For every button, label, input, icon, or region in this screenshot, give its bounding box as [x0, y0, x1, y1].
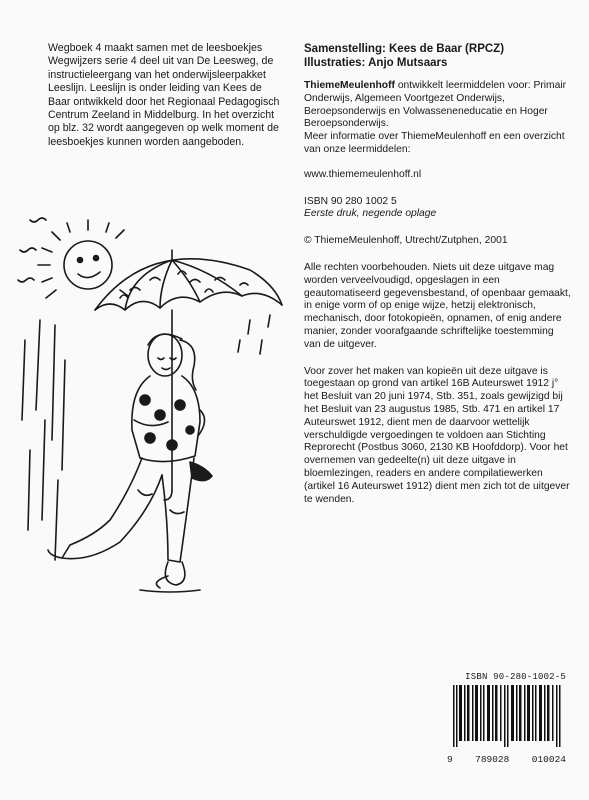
credit-illustrations: Illustraties: Anjo Mutsaars — [304, 57, 448, 69]
barcode-digit-first: 9 — [447, 754, 453, 765]
series-description: Wegboek 4 maakt samen met de leesboekjes Wegwijzers serie 4 deel uit van De Leesweg, de instructieleergang van het onderwijsleerpakket Leeslijn. Leeslijn is onder leiding van Kees de Baar ontwikkeld door het Regionaal Pedagogisch Centrum Zeeland in Middelburg. In het overzicht op blz. 32 wordt aangegeven op welk moment de leesboekjes kunnen worden aangeboden. — [48, 42, 280, 148]
barcode-digits-group1: 789028 — [475, 754, 510, 765]
credit-compilation: Samenstelling: Kees de Baar (RPCZ) — [304, 43, 505, 55]
barcode-digits — [447, 754, 566, 765]
umbrella-icon — [95, 250, 282, 500]
copies-paragraph: Voor zover het maken van kopieën uit deze uitgave is toegestaan op grond van artikel 16B Auteurswet 1912 j° het Besluit van 20 juni 1974, Stb. 351, zoals gewijzigd bij het Besluit van 23 augustus 1985, Stb. 471 en artikel 17 Auteurswet 1912, dient men de daarvoor wettelijk verschuldigde vergoedingen te voldoen aan Stichting Reprorecht (Postbus 3060, 2130 KB Hoofddorp). Voor het overnemen van gedeelte(n) uit deze uitgave in bloemlezingen, readers en andere compilatiewerken (artikel 16 Auteurswet 1912) dient men zich tot de uitgever te wenden. — [304, 365, 570, 505]
sun-icon — [38, 220, 128, 298]
edition-text: Eerste druk, negende oplage — [304, 208, 437, 220]
publisher-url: www.thiememeulenhoff.nl — [304, 168, 422, 180]
isbn-text: ISBN 90 280 1002 5 — [304, 195, 397, 207]
rights-paragraph: Alle rechten voorbehouden. Niets uit deze uitgave mag worden verveelvoudigd, opgeslagen in een geautomatiseerd gegevensbestand, of openbaar gemaakt, in enige vorm of op enige wijze, hetzij elektronisch, mechanisch, door fotokopieën, opnamen, of enig andere manier, zonder voorafgaande schriftelijke toestemming van de uitgever. — [304, 261, 571, 350]
copyright-text: © ThiemeMeulenhoff, Utrecht/Zutphen, 2001 — [304, 235, 508, 247]
girl-umbrella-illustration — [0, 190, 300, 630]
publisher-paragraph — [304, 80, 572, 131]
barcode-isbn-label: ISBN 90-280-1002-5 — [465, 672, 566, 682]
barcode — [447, 672, 566, 765]
colophon — [304, 42, 572, 506]
barcode-digits-group2: 010024 — [531, 754, 566, 765]
barcode-bars — [447, 685, 566, 747]
publisher-description: ontwikkelt leermiddelen voor: Primair Onderwijs, Algemeen Voortgezet Onderwijs, Beroepsonderwijs en Volwasseneneducatie en Hoger Beroepsonderwijs. — [304, 80, 567, 130]
girl-figure — [48, 334, 212, 588]
publisher-name: ThiemeMeulenhoff — [304, 80, 395, 91]
publisher-info: Meer informatie over ThiemeMeulenhoff en een overzicht van onze leermiddelen: — [304, 131, 565, 155]
